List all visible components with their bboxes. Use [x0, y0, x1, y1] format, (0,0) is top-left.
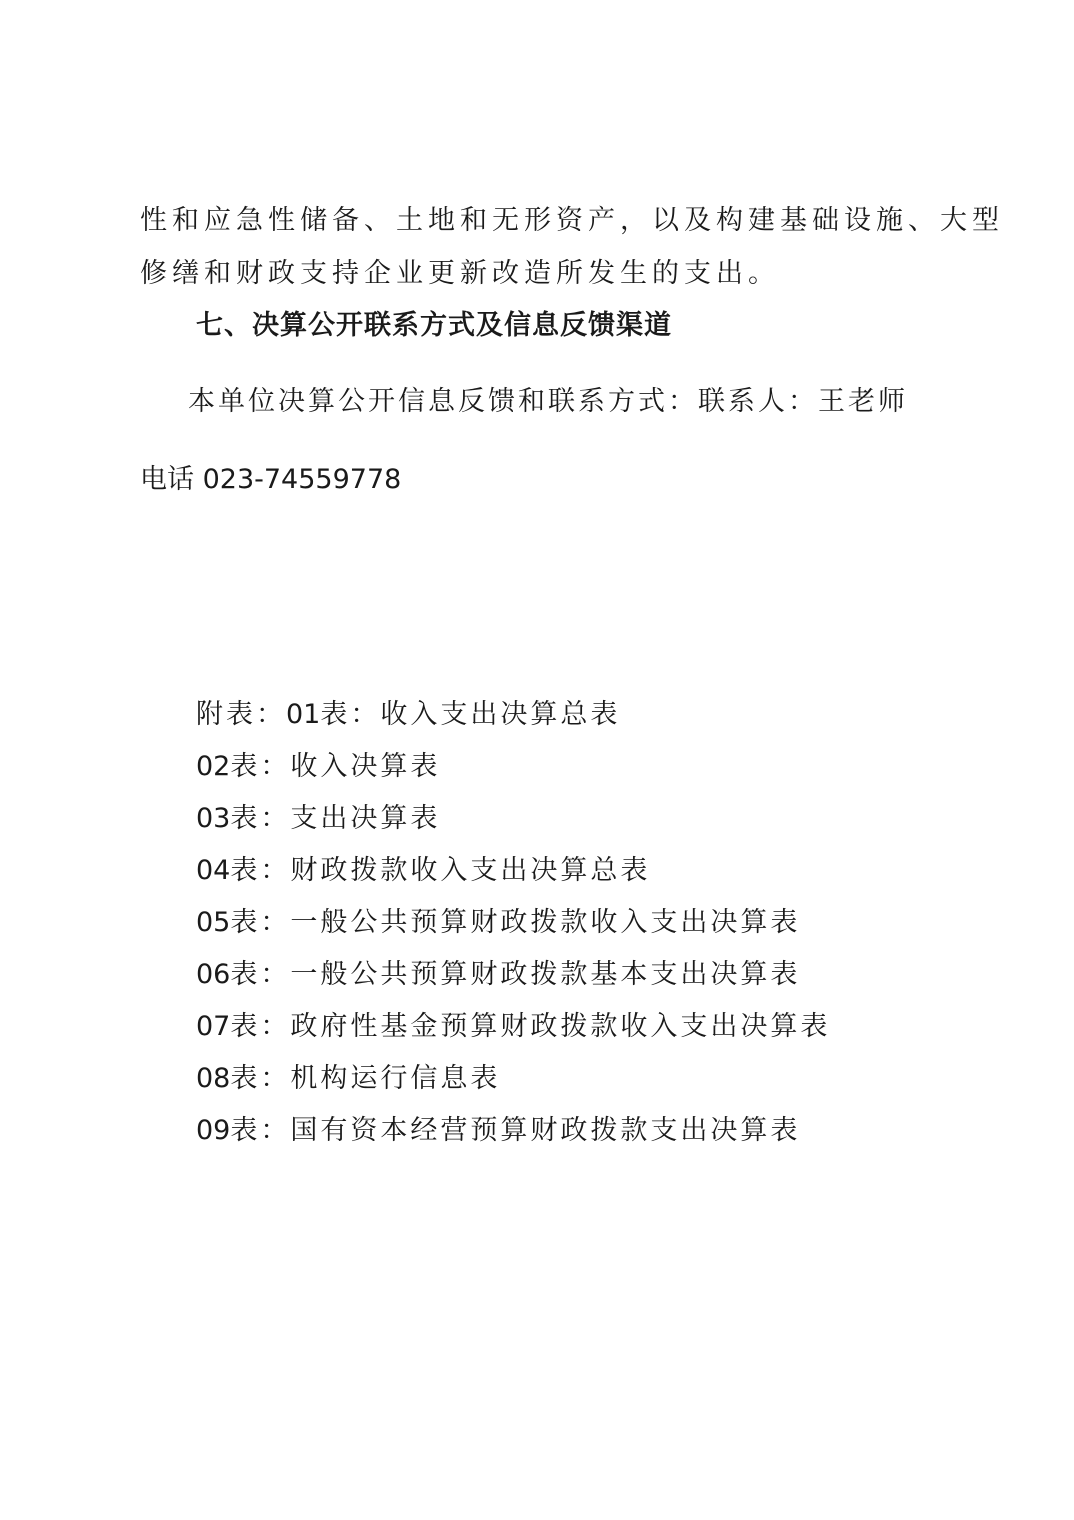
attachment-suffix: 表：: [320, 699, 381, 730]
attachment-suffix: 表：: [230, 1011, 291, 1042]
attachment-suffix: 表：: [230, 959, 291, 990]
attachment-title: 政府性基金预算财政拨款收入支出决算表: [290, 1011, 831, 1042]
attachment-suffix: 表：: [230, 907, 291, 938]
attachment-item-03: [196, 801, 440, 837]
attachment-title: 国有资本经营预算财政拨款支出决算表: [290, 1115, 801, 1146]
attachment-code: 01: [286, 699, 321, 730]
attachment-code: 04: [196, 855, 231, 886]
phone-number: 023-74559778: [202, 464, 402, 495]
attachment-title: 一般公共预算财政拨款基本支出决算表: [290, 959, 801, 990]
attachment-code: 03: [196, 803, 231, 834]
section-heading: 七、决算公开联系方式及信息反馈渠道: [196, 310, 672, 341]
attachment-item-04: [196, 853, 650, 889]
attachment-prefix: 附表：: [196, 699, 286, 730]
attachment-code: 07: [196, 1011, 231, 1042]
contact-line: 本单位决算公开信息反馈和联系方式：联系人：王老师: [188, 386, 908, 417]
attachment-item-01: [196, 697, 620, 733]
attachment-suffix: 表：: [230, 1115, 291, 1146]
paragraph-line-2: 修缮和财政支持企业更新改造所发生的支出。: [140, 258, 780, 289]
attachment-item-05: [196, 905, 800, 941]
attachment-code: 06: [196, 959, 231, 990]
attachment-title: 机构运行信息表: [290, 1063, 501, 1094]
attachment-item-06: [196, 957, 800, 993]
attachment-title: 支出决算表: [290, 803, 441, 834]
attachment-suffix: 表：: [230, 1063, 291, 1094]
attachment-code: 05: [196, 907, 231, 938]
attachment-suffix: 表：: [230, 751, 291, 782]
phone-label: 电话: [140, 464, 194, 495]
attachment-item-02: [196, 749, 440, 785]
attachment-suffix: 表：: [230, 803, 291, 834]
attachment-suffix: 表：: [230, 855, 291, 886]
attachment-code: 09: [196, 1115, 231, 1146]
attachment-code: 02: [196, 751, 231, 782]
attachment-item-09: [196, 1113, 800, 1149]
attachment-item-07: [196, 1009, 830, 1045]
attachment-title: 财政拨款收入支出决算总表: [290, 855, 651, 886]
phone-line: [140, 462, 401, 498]
attachment-item-08: [196, 1061, 500, 1097]
attachment-title: 收入支出决算总表: [380, 699, 621, 730]
attachment-title: 收入决算表: [290, 751, 441, 782]
attachment-title: 一般公共预算财政拨款收入支出决算表: [290, 907, 801, 938]
paragraph-line-1: 性和应急性储备、土地和无形资产，以及构建基础设施、大型: [140, 205, 1004, 236]
attachment-code: 08: [196, 1063, 231, 1094]
